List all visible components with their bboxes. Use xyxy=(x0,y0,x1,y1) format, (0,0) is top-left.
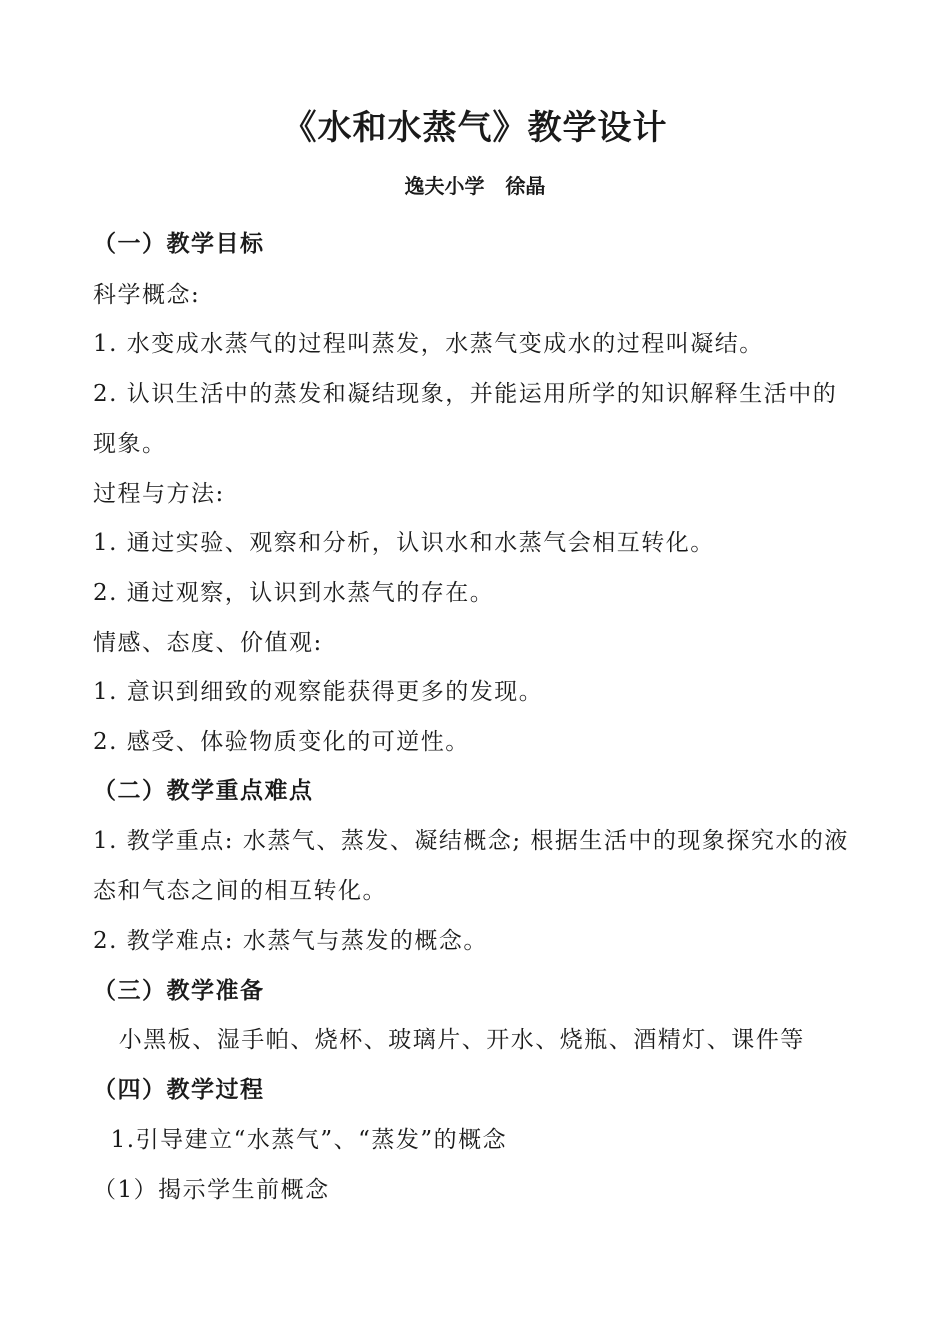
subheading-process-method: 过程与方法: xyxy=(93,481,225,507)
document-title: 《水和水蒸气》教学设计 xyxy=(282,108,668,148)
paragraph-line: 1. 水变成水蒸气的过程叫蒸发，水蒸气变成水的过程叫凝结。 xyxy=(93,331,764,357)
paragraph-line: 2. 通过观察，认识到水蒸气的存在。 xyxy=(93,580,495,606)
paragraph-line: 1.引导建立“水蒸气”、“蒸发”的概念 xyxy=(93,1127,508,1153)
section-heading-key-points: （二）教学重点难点 xyxy=(93,778,314,804)
paragraph-line: 2. 教学难点: 水蒸气与蒸发的概念。 xyxy=(93,928,488,954)
section-heading-preparation: （三）教学准备 xyxy=(93,978,265,1004)
paragraph-line: 1. 教学重点: 水蒸气、蒸发、凝结概念; 根据生活中的现象探究水的液 xyxy=(93,828,849,854)
section-heading-objectives: （一）教学目标 xyxy=(93,231,265,257)
section-heading-process: （四）教学过程 xyxy=(93,1077,265,1103)
paragraph-line: （1）揭示学生前概念 xyxy=(93,1177,330,1203)
paragraph-line: 态和气态之间的相互转化。 xyxy=(93,878,387,904)
paragraph-line: 1. 意识到细致的观察能获得更多的发现。 xyxy=(93,679,544,705)
subheading-attitude-values: 情感、态度、价值观: xyxy=(93,630,323,656)
paragraph-line: 1. 通过实验、观察和分析，认识水和水蒸气会相互转化。 xyxy=(93,530,715,556)
paragraph-line: 2. 认识生活中的蒸发和凝结现象，并能运用所学的知识解释生活中的 xyxy=(93,381,838,407)
paragraph-line: 2. 感受、体验物质变化的可逆性。 xyxy=(93,729,470,755)
paragraph-line: 小黑板、湿手帕、烧杯、玻璃片、开水、烧瓶、酒精灯、课件等 xyxy=(110,1027,805,1053)
author-line: 逸夫小学 徐晶 xyxy=(404,174,546,198)
paragraph-line: 现象。 xyxy=(93,431,167,457)
subheading-science-concepts: 科学概念: xyxy=(93,282,201,308)
